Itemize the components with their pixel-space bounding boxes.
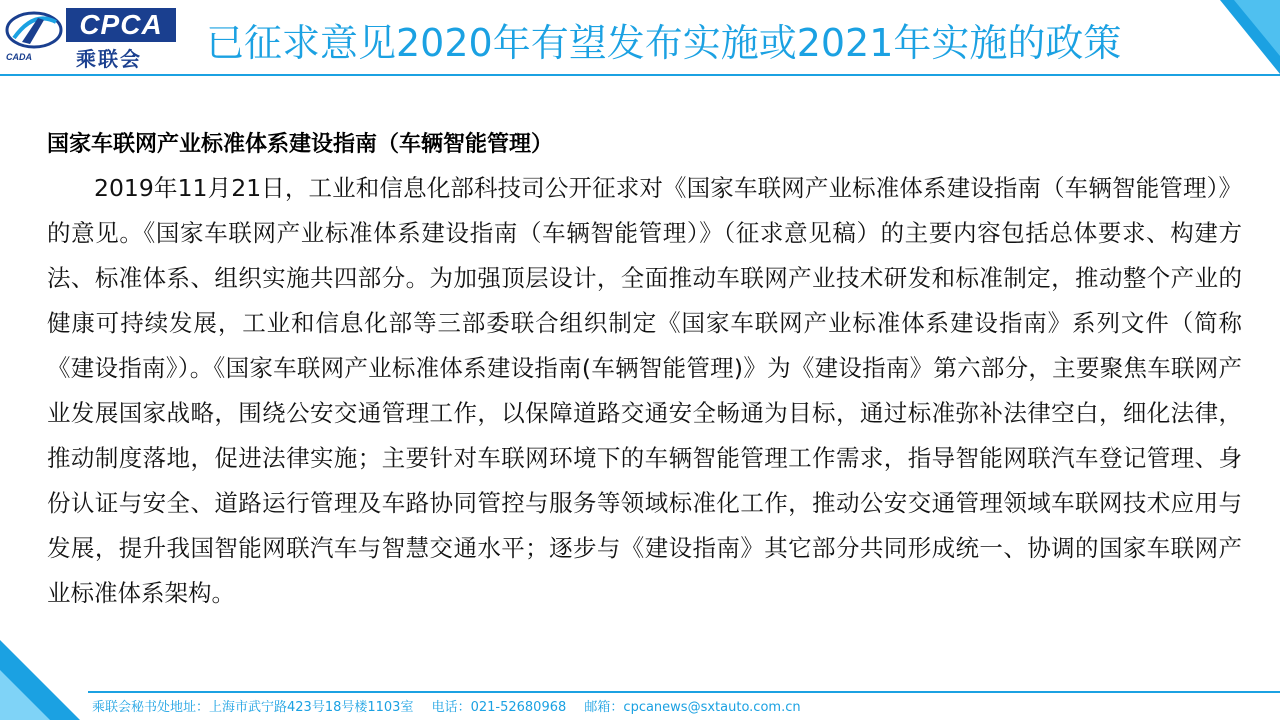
emblem-icon — [4, 8, 66, 54]
footer — [92, 696, 815, 715]
footer-phone: 电话：021-52680968 — [431, 700, 567, 715]
corner-decoration-icon — [1220, 0, 1280, 78]
page-title: 已征求意见2020年有望发布实施或2021年实施的政策 — [206, 21, 1122, 65]
header — [0, 0, 1280, 78]
header-divider — [0, 74, 1280, 76]
section-heading: 国家车联网产业标准体系建设指南（车辆智能管理） — [47, 132, 554, 157]
footer-divider — [88, 691, 1280, 693]
cpca-logo — [4, 8, 179, 70]
logo-wordmark: CPCA — [66, 8, 176, 42]
footer-email[interactable]: 邮箱：cpcanews@sxtauto.com.cn — [584, 700, 801, 715]
footer-address: 乘联会秘书处地址：上海市武宁路423号18号楼1103室 — [92, 700, 414, 715]
bottom-corner-decoration-icon — [0, 620, 95, 720]
body-paragraph: 2019年11月21日，工业和信息化部科技司公开征求对《国家车联网产业标准体系建设指南（车辆智能管理）》的意见。《国家车联网产业标准体系建设指南（车辆智能管理）》（征求意见稿）的主要内容包括总体要求、构建方法、标准体系、组织实施共四部分。为加强顶层设计，全面推动车联网产业技术研发和标准制定，推动整个产业的健康可持续发展，工业和信息化部等三部委联合组织制定《国家车联网产业标准体系建设指南》系列文件（简称《建设指南》）。《国家车联网产业标准体系建设指南(车辆智能管理)》为《建设指南》第六部分，主要聚焦车联网产业发展国家战略，围绕公安交通管理工作，以保障道路交通安全畅通为目标，通过标准弥补法律空白，细化法律，推动制度落地，促进法律实施；主要针对车联网环境下的车辆智能管理工作需求，指导智能网联汽车登记管理、身份认证与安全、道路运行管理及车路协同管控与服务等领域标准化工作，推动公安交通管理领域车联网技术应用与发展，提升我国智能网联汽车与智慧交通水平；逐步与《建设指南》其它部分共同形成统一、协调的国家车联网产业标准体系架构。 — [47, 174, 1242, 607]
logo-chinese: 乘联会 — [76, 47, 142, 71]
logo-subtext: CADA — [6, 52, 32, 62]
main-content — [47, 128, 1242, 616]
